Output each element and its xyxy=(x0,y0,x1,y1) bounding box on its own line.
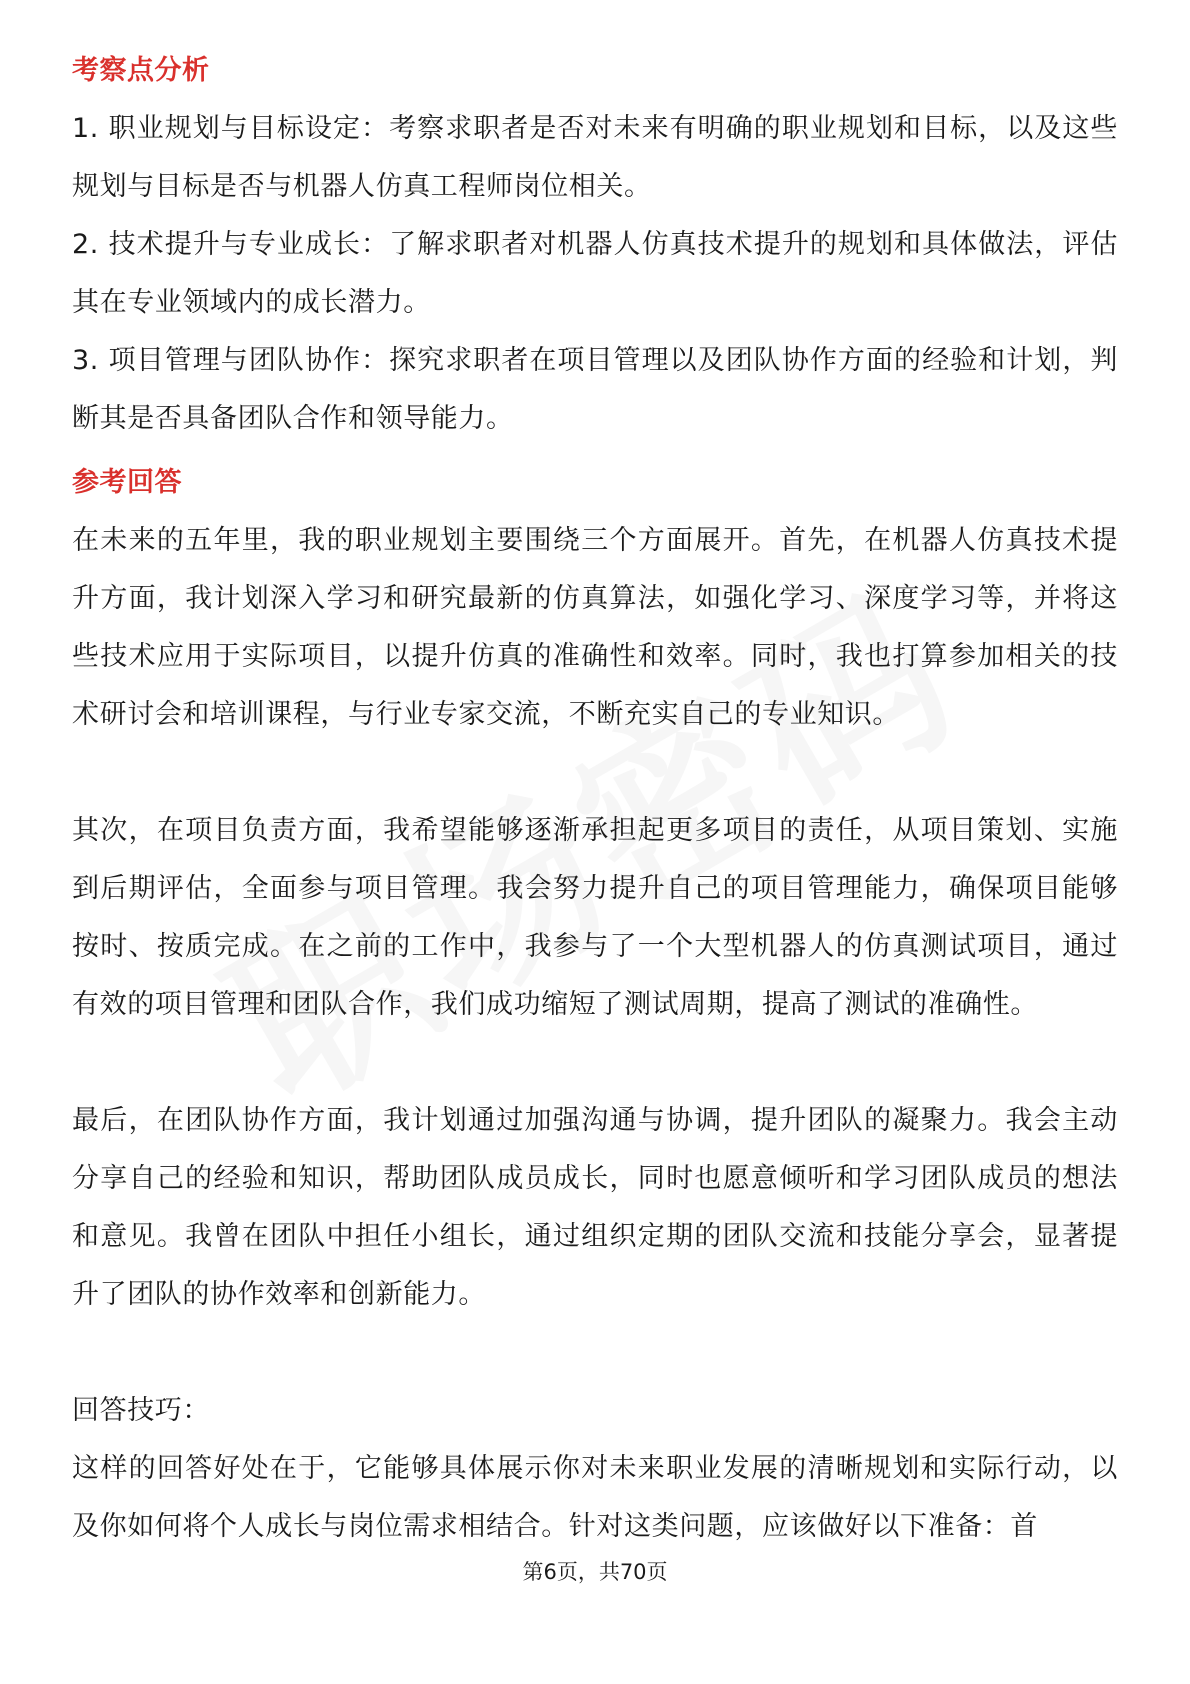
document-page xyxy=(72,42,1118,1556)
answer-paragraph-1: 在未来的五年里，我的职业规划主要围绕三个方面展开。首先，在机器人仿真技术提升方面，我计划深入学习和研究最新的仿真算法，如强化学习、深度学习等，并将这些技术应用于实际项目，以提升仿真的准确性和效率。同时，我也打算参加相关的技术研讨会和培训课程，与行业专家交流，不断充实自己的专业知识。 xyxy=(72,525,1118,730)
answer-paragraph-3: 最后，在团队协作方面，我计划通过加强沟通与协调，提升团队的凝聚力。我会主动分享自己的经验和知识，帮助团队成员成长，同时也愿意倾听和学习团队成员的想法和意见。我曾在团队中担任小组长，通过组织定期的团队交流和技能分享会，显著提升了团队的协作效率和创新能力。 xyxy=(72,1105,1118,1310)
page-number: 第6页，共70页 xyxy=(522,1560,668,1584)
answer-heading: 参考回答 xyxy=(72,467,182,498)
tips-heading: 回答技巧： xyxy=(72,1395,210,1426)
spacer xyxy=(72,1034,1118,1092)
tips-text: 这样的回答好处在于，它能够具体展示你对未来职业发展的清晰规划和实际行动，以及你如何将个人成长与岗位需求相结合。针对这类问题，应该做好以下准备：首 xyxy=(72,1453,1118,1542)
analysis-heading: 考察点分析 xyxy=(72,55,210,86)
analysis-point-1: 1. 职业规划与目标设定：考察求职者是否对未来有明确的职业规划和目标，以及这些规划与目标是否与机器人仿真工程师岗位相关。 xyxy=(72,113,1118,202)
spacer xyxy=(72,744,1118,802)
analysis-point-2: 2. 技术提升与专业成长：了解求职者对机器人仿真技术提升的规划和具体做法，评估其在专业领域内的成长潜力。 xyxy=(72,229,1118,318)
analysis-point-3: 3. 项目管理与团队协作：探究求职者在项目管理以及团队协作方面的经验和计划，判断其是否具备团队合作和领导能力。 xyxy=(72,345,1118,434)
answer-paragraph-2: 其次，在项目负责方面，我希望能够逐渐承担起更多项目的责任，从项目策划、实施到后期评估，全面参与项目管理。我会努力提升自己的项目管理能力，确保项目能够按时、按质完成。在之前的工作中，我参与了一个大型机器人的仿真测试项目，通过有效的项目管理和团队合作，我们成功缩短了测试周期，提高了测试的准确性。 xyxy=(72,815,1118,1020)
spacer xyxy=(72,1324,1118,1382)
